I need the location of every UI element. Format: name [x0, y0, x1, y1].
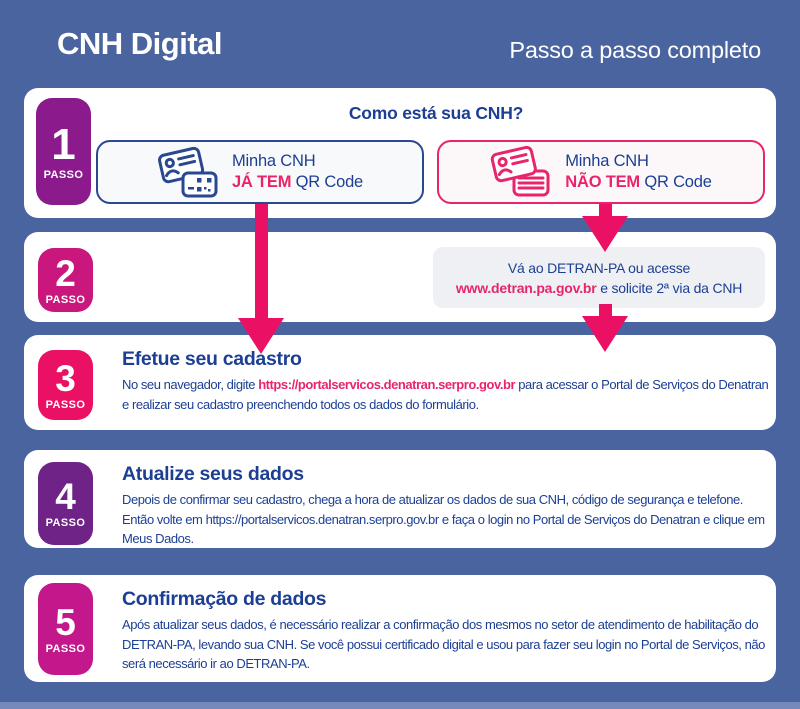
- step-number: 2: [55, 252, 76, 294]
- step-word: PASSO: [45, 398, 86, 411]
- id-card-with-qrcode-icon: [157, 145, 219, 199]
- step-5-title: Confirmação de dados: [122, 588, 327, 610]
- step-3-body: No seu navegador, digite https://portalservicos.denatran.serpro.gov.br para acessar o Portal de Serviços do Denatran e realizar seu cadastro preenchendo todos os dados do formulário.: [122, 377, 769, 412]
- detran-url-link[interactable]: www.detran.pa.gov.br: [455, 279, 597, 296]
- step-1-card: [24, 88, 776, 218]
- id-card-icon: [490, 145, 552, 199]
- step-2-card: [24, 232, 776, 322]
- detran-note-box: Vá ao DETRAN-PA ou acesse www.detran.pa.gov.br e solicite 2ª via da CNH: [433, 247, 765, 308]
- step-number: 3: [55, 357, 76, 399]
- step-number: 4: [55, 476, 76, 517]
- option-label: Minha CNH NÃO TEM QR Code: [565, 152, 712, 191]
- step-3-card: [24, 335, 776, 430]
- option-label: Minha CNH JÁ TEM QR Code: [231, 152, 364, 191]
- highlight-ja-tem: JÁ TEM: [231, 173, 292, 191]
- arrow-right-to-step2-head-icon: [582, 216, 628, 252]
- page-subtitle: Passo a passo completo: [509, 37, 761, 63]
- step-2-badge: [38, 248, 93, 312]
- page-title: CNH Digital: [57, 26, 222, 61]
- question-title: Como está sua CNH?: [348, 103, 524, 123]
- step-3-badge: [38, 350, 93, 420]
- option-no-qrcode[interactable]: [437, 140, 765, 204]
- arrow-left-down: [255, 204, 268, 320]
- footer-bar: [0, 702, 800, 709]
- step-4-badge: [38, 462, 93, 545]
- step-word: PASSO: [45, 293, 86, 306]
- step-4-card: [24, 450, 776, 548]
- step-word: PASSO: [45, 517, 86, 529]
- step-word: PASSO: [45, 642, 86, 655]
- step-number: 5: [55, 601, 76, 643]
- step-5-badge: [38, 583, 93, 675]
- arrow-left-down-head-icon: [238, 318, 284, 354]
- step-number: 1: [51, 119, 76, 169]
- step-3-title: Efetue seu cadastro: [122, 348, 302, 370]
- step-4-title: Atualize seus dados: [122, 463, 304, 485]
- option-has-qrcode[interactable]: [96, 140, 424, 204]
- step-5-card: [24, 575, 776, 682]
- step-4-body: Depois de confirmar seu cadastro, chega a hora de atualizar os dados de sua CNH, código de segurança e telefone. Então volte em https://portalservicos.denatran.serpro.gov.br e faça o login no Portal de Serviços do Denatran e clique em Meus Dados.: [122, 492, 765, 546]
- step-5-body: Após atualizar seus dados, é necessário realizar a confirmação dos mesmos no setor de atendimento de habilitação do DETRAN-PA, levando sua CNH. Se você possui certificado digital e usou para fazer seu login no Portal de Serviços, não será necessário ir ao DETRAN-PA.: [122, 617, 765, 671]
- portal-url-link[interactable]: https://portalservicos.denatran.serpro.gov.br: [258, 377, 516, 392]
- step-1-badge: [36, 98, 91, 205]
- step-word: PASSO: [43, 168, 84, 181]
- highlight-nao-tem: NÃO TEM: [565, 173, 640, 191]
- arrow-right-to-step3-head-icon: [582, 316, 628, 352]
